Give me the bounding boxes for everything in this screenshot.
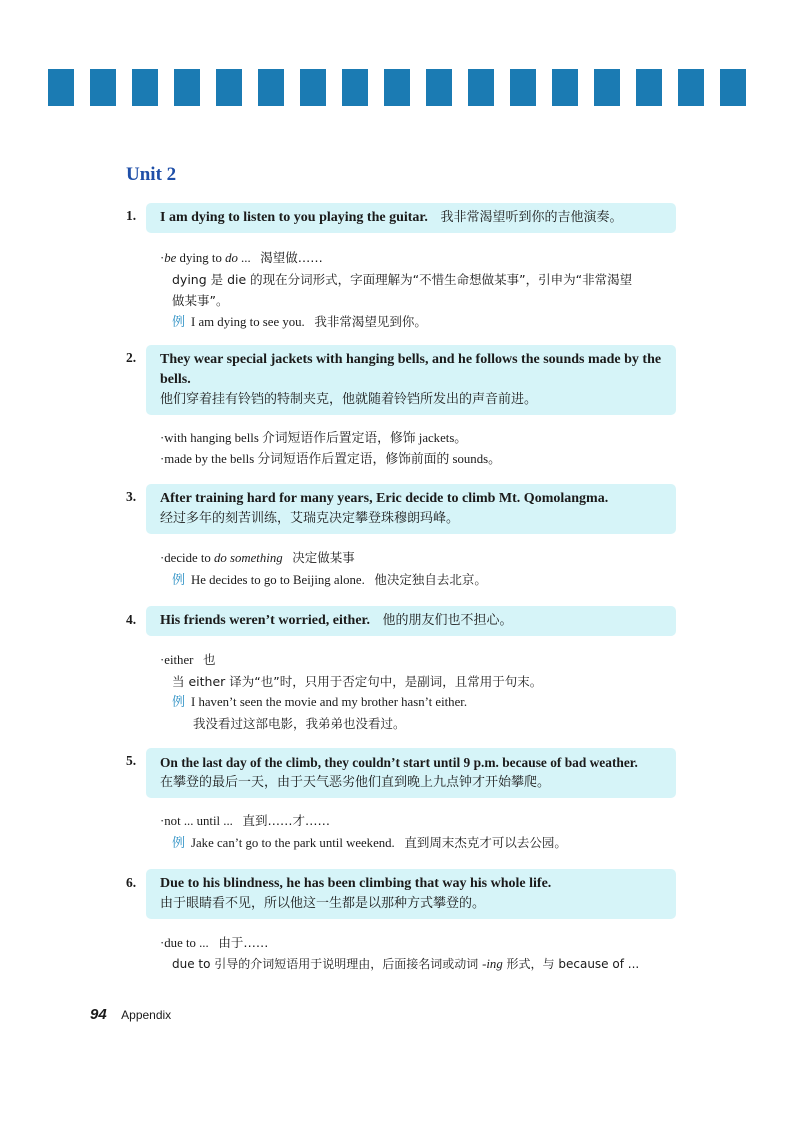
decoration-square [258, 69, 284, 106]
decoration-square [384, 69, 410, 106]
note-block [160, 932, 680, 975]
decoration-square [342, 69, 368, 106]
item-number: 6. [126, 875, 137, 890]
sentence-box [146, 606, 676, 636]
unit-title: Unit 2 [126, 164, 177, 185]
decoration-square [48, 69, 74, 106]
page-number: 94 [90, 1006, 107, 1023]
header-decoration [48, 69, 748, 106]
decoration-square [468, 69, 494, 106]
example-line: 例 I haven’t seen the movie and my brother hasn’t either. [172, 695, 468, 710]
footer-label: Appendix [121, 1008, 172, 1022]
sentence-box [146, 203, 676, 233]
decoration-square [216, 69, 242, 106]
sentence-box [146, 345, 676, 415]
note-text: due to 引导的介词短语用于说明理由，后面接名词或动词 -ing 形式，与 because of ... [172, 957, 640, 971]
note-block [160, 428, 680, 470]
note-block [160, 649, 680, 734]
decoration-square [300, 69, 326, 106]
sentence-chinese: 经过多年的刻苦训练，艾瑞克决定攀登珠穆朗玛峰。 [160, 511, 460, 526]
sentence-english: On the last day of the climb, they couldn’t start until 9 p.m. because of bad weather. [160, 755, 638, 770]
example-line: 例 He decides to go to Beijing alone. 他决定独自去北京。 [172, 572, 487, 588]
decoration-square [552, 69, 578, 106]
sentence-english: After training hard for many years, Eric decide to climb Mt. Qomolangma. [160, 491, 609, 506]
note-bullet: ·be dying to do ... 渴望做…… [160, 250, 323, 265]
note-block [160, 247, 680, 333]
example-mark: 例 [172, 315, 186, 330]
note-bullet: ·made by the bells 分词短语作后置定语，修饰前面的 sounds。 [160, 452, 501, 466]
item-number: 4. [126, 612, 137, 627]
sentence-chinese: 他的朋友们也不担心。 [382, 613, 513, 628]
decoration-square [594, 69, 620, 106]
decoration-square [720, 69, 746, 106]
note-bullet: ·with hanging bells 介词短语作后置定语，修饰 jackets。 [160, 431, 468, 445]
sentence-chinese: 我非常渴望听到你的吉他演奏。 [440, 210, 623, 225]
example-mark: 例 [172, 695, 186, 710]
note-bullet: ·due to ... 由于…… [160, 935, 269, 950]
item-number: 5. [126, 753, 137, 768]
sentence-chinese: 他们穿着挂有铃铛的特制夹克，他就随着铃铛所发出的声音前进。 [160, 392, 538, 407]
sentence-chinese: 由于眼睛看不见，所以他这一生都是以那种方式攀登的。 [160, 896, 486, 911]
decoration-square [678, 69, 704, 106]
example-mark: 例 [172, 836, 186, 851]
example-line: 例 I am dying to see you. 我非常渴望见到你。 [172, 314, 427, 330]
decoration-square [90, 69, 116, 106]
example-line: 例 Jake can’t go to the park until weekend. 直到周末杰克才可以去公园。 [172, 835, 567, 851]
page-footer [90, 1006, 171, 1024]
sentence-box [146, 484, 676, 534]
example-translation: 我没看过这部电影，我弟弟也没看过。 [193, 716, 406, 731]
note-block [160, 547, 680, 591]
note-block [160, 810, 680, 854]
decoration-square [636, 69, 662, 106]
decoration-square [132, 69, 158, 106]
note-bullet: ·either 也 [160, 652, 216, 667]
item-number: 2. [126, 350, 137, 365]
note-bullet: ·decide to do something 决定做某事 [160, 550, 355, 565]
note-text: 做某事”。 [172, 293, 229, 308]
sentence-box [146, 748, 676, 798]
decoration-square [426, 69, 452, 106]
sentence-box [146, 869, 676, 919]
sentence-english: Due to his blindness, he has been climbing that way his whole life. [160, 876, 552, 891]
item-number: 1. [126, 208, 137, 223]
note-text: dying 是 die 的现在分词形式，字面理解为“不惜生命想做某事”，引申为“非常渴望 [172, 272, 633, 287]
note-text: 当 either 译为“也”时，只用于否定句中，是副词，且常用于句末。 [172, 674, 543, 689]
sentence-chinese: 在攀登的最后一天，由于天气恶劣他们直到晚上九点钟才开始攀爬。 [160, 775, 551, 790]
sentence-english: They wear special jackets with hanging bells, and he follows the sounds made by the bells. [160, 352, 662, 387]
decoration-square [174, 69, 200, 106]
item-number: 3. [126, 489, 137, 504]
sentence-english: I am dying to listen to you playing the guitar. [160, 210, 428, 225]
sentence-english: His friends weren’t worried, either. [160, 613, 370, 628]
decoration-square [510, 69, 536, 106]
note-bullet: ·not ... until ... 直到……才…… [160, 813, 330, 828]
example-mark: 例 [172, 573, 186, 588]
